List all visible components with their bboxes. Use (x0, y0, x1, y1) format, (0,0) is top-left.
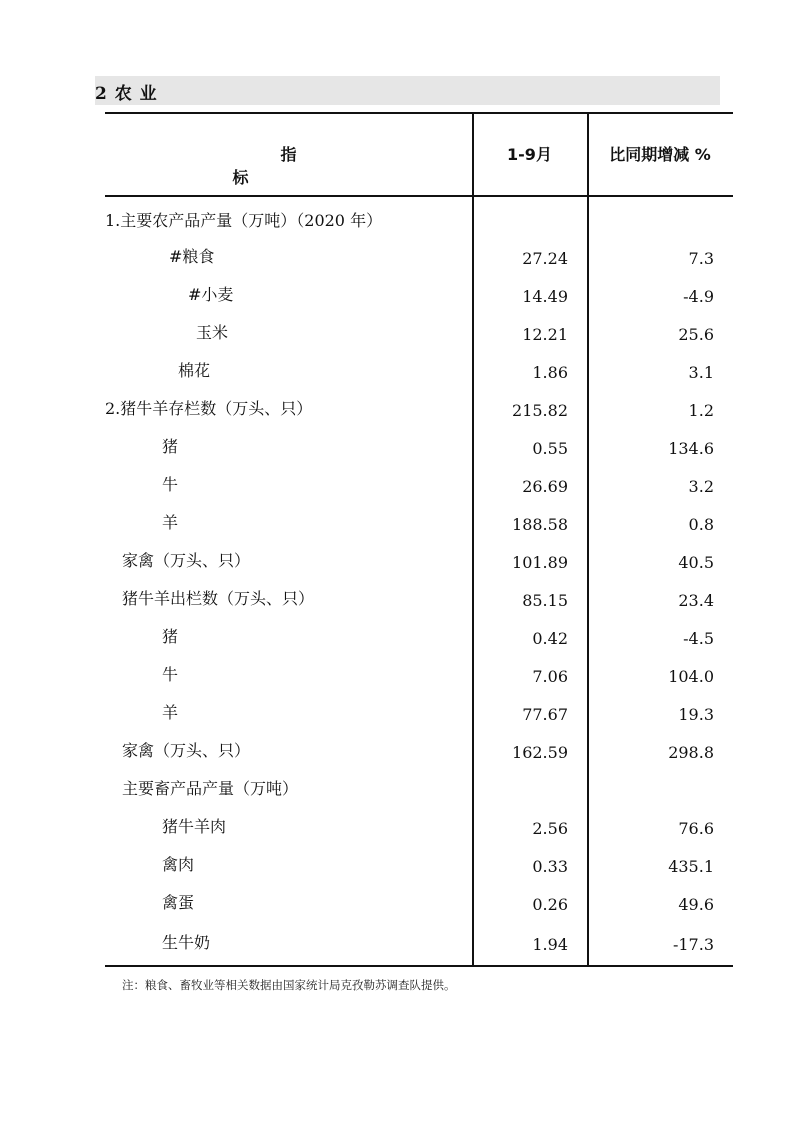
row-value-change: 298.8 (668, 743, 714, 762)
row-label: 猪牛羊肉 (162, 817, 227, 836)
section-title: 2 农 业 (95, 84, 158, 104)
row-label: 禽肉 (162, 855, 195, 874)
row-value-change: 19.3 (678, 705, 714, 724)
row-value-change: 3.1 (688, 363, 714, 382)
row-label: 羊 (162, 513, 179, 532)
row-value-change: 1.2 (688, 401, 714, 420)
row-value-change: 0.8 (688, 515, 714, 534)
row-label: 玉米 (196, 323, 229, 342)
row-label: 主要畜产品产量（万吨） (122, 779, 299, 798)
row-value-month: 1.94 (532, 935, 568, 954)
row-value-month: 27.24 (522, 249, 568, 268)
header-change-pct: 比同期增减 % (609, 145, 711, 164)
row-value-month: 12.21 (522, 325, 568, 344)
column-divider (587, 113, 589, 966)
row-value-change: 3.2 (688, 477, 714, 496)
row-value-change: 40.5 (678, 553, 714, 572)
row-value-month: 215.82 (512, 401, 568, 420)
row-value-change: 104.0 (668, 667, 714, 686)
row-label: 猪 (162, 437, 179, 456)
row-label: #粮食 (169, 247, 215, 266)
row-value-month: 162.59 (512, 743, 568, 762)
row-value-change: 23.4 (678, 591, 714, 610)
table-top-rule (105, 112, 733, 114)
row-value-month: 1.86 (532, 363, 568, 382)
row-value-month: 0.26 (532, 895, 568, 914)
row-label: 牛 (162, 665, 179, 684)
table-bottom-rule (105, 965, 733, 967)
row-value-change: 76.6 (678, 819, 714, 838)
row-label: 猪 (162, 627, 179, 646)
row-value-month: 188.58 (512, 515, 568, 534)
row-value-month: 0.42 (532, 629, 568, 648)
column-divider (472, 113, 474, 966)
header-month: 1-9月 (507, 145, 552, 164)
row-value-change: -17.3 (672, 935, 714, 954)
row-value-month: 77.67 (522, 705, 568, 724)
row-label: 1.主要农产品产量（万吨）（2020 年） (105, 211, 383, 230)
row-value-month: 0.33 (532, 857, 568, 876)
row-value-change: 25.6 (678, 325, 714, 344)
table-header-rule (105, 195, 733, 197)
row-value-month: 0.55 (532, 439, 568, 458)
row-label: 羊 (162, 703, 179, 722)
row-value-change: -4.9 (683, 287, 714, 306)
section-header-bar (95, 76, 720, 105)
row-label: 棉花 (178, 361, 211, 380)
row-value-month: 26.69 (522, 477, 568, 496)
row-label: 家禽（万头、只） (122, 741, 251, 760)
row-value-change: 435.1 (668, 857, 714, 876)
row-label: 禽蛋 (162, 893, 195, 912)
row-label: 猪牛羊出栏数（万头、只） (122, 589, 315, 608)
row-label: #小麦 (188, 285, 234, 304)
footnote: 注：粮食、畜牧业等相关数据由国家统计局克孜勒苏调查队提供。 (122, 978, 456, 992)
row-label: 生牛奶 (162, 933, 211, 952)
row-value-change: -4.5 (683, 629, 714, 648)
row-label: 家禽（万头、只） (122, 551, 251, 570)
row-value-change: 49.6 (678, 895, 714, 914)
row-value-month: 7.06 (532, 667, 568, 686)
row-value-month: 101.89 (512, 553, 568, 572)
row-value-month: 14.49 (522, 287, 568, 306)
header-indicator: 指 标 (232, 145, 393, 187)
row-label: 牛 (162, 475, 179, 494)
row-label: 2.猪牛羊存栏数（万头、只） (105, 399, 313, 418)
row-value-month: 85.15 (522, 591, 568, 610)
row-value-month: 2.56 (532, 819, 568, 838)
row-value-change: 7.3 (688, 249, 714, 268)
row-value-change: 134.6 (668, 439, 714, 458)
